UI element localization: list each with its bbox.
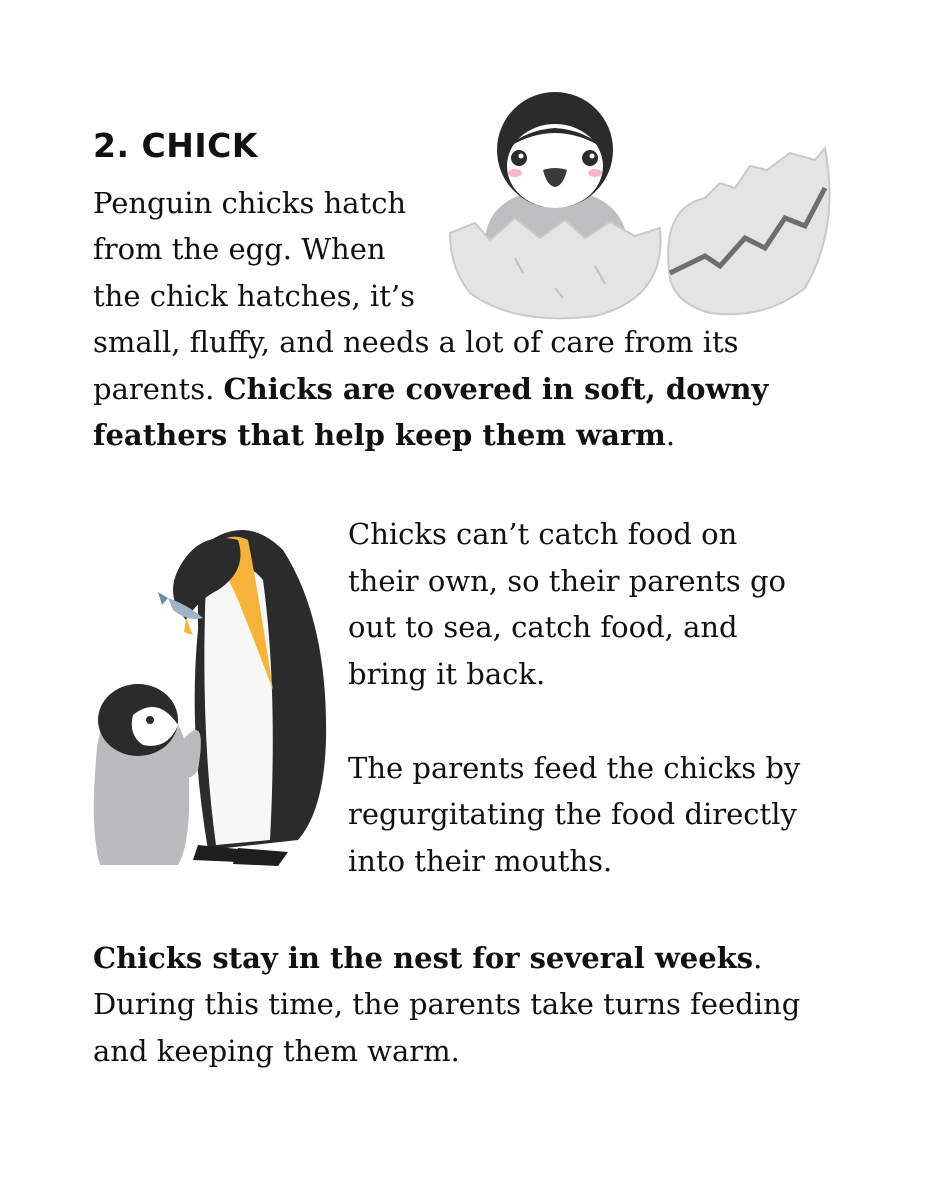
penguin-feeding-illustration bbox=[88, 510, 333, 885]
eye-shine-left bbox=[519, 154, 524, 159]
feeding-line-1: Chicks can’t catch food on bbox=[348, 517, 738, 551]
feeding-line-5: The parents feed the chicks by bbox=[348, 751, 801, 785]
chick-face bbox=[507, 124, 603, 208]
nest-line-1-end: . bbox=[753, 941, 763, 975]
intro-line-3: the chick hatches, it’s bbox=[93, 279, 415, 313]
intro-line-5 bbox=[93, 366, 768, 413]
intro-line-6 bbox=[93, 412, 675, 459]
intro-line-1: Penguin chicks hatch bbox=[93, 186, 407, 220]
chick-eye-left bbox=[511, 150, 527, 166]
intro-line-5-bold: Chicks are covered in soft, downy bbox=[223, 372, 769, 406]
egg-shell-top bbox=[668, 148, 829, 314]
intro-line-6-bold: feathers that help keep them warm bbox=[93, 418, 666, 452]
chick-cheek-left bbox=[508, 169, 522, 177]
eye-shine-right bbox=[590, 154, 595, 159]
chick-cheek-right bbox=[588, 169, 602, 177]
adult-penguin-beak bbox=[184, 618, 193, 635]
fish-tail bbox=[158, 592, 168, 605]
nest-line-3: and keeping them warm. bbox=[93, 1034, 460, 1068]
intro-line-4: small, fluffy, and needs a lot of care from its bbox=[93, 325, 739, 359]
nest-line-2: During this time, the parents take turns feeding bbox=[93, 987, 801, 1021]
adult-penguin-belly bbox=[204, 565, 272, 845]
nest-line-1 bbox=[93, 935, 762, 982]
intro-line-2: from the egg. When bbox=[93, 232, 386, 266]
egg-shell-bottom bbox=[450, 218, 661, 318]
feeding-line-3: out to sea, catch food, and bbox=[348, 610, 738, 644]
intro-line-5-plain: parents. bbox=[93, 372, 224, 406]
section-title: 2. CHICK bbox=[93, 126, 258, 165]
chick-hatching-illustration bbox=[445, 88, 840, 320]
nest-line-1-bold: Chicks stay in the nest for several weeks bbox=[93, 941, 754, 975]
adult-penguin-foot-right bbox=[233, 848, 288, 866]
intro-line-6-end: . bbox=[665, 418, 676, 452]
feeding-line-6: regurgitating the food directly bbox=[348, 797, 797, 831]
feeding-line-7: into their mouths. bbox=[348, 844, 613, 878]
feeding-line-4: bring it back. bbox=[348, 657, 546, 691]
chick-eye bbox=[146, 716, 154, 724]
chick-eye-right bbox=[582, 150, 598, 166]
feeding-line-2: their own, so their parents go bbox=[348, 564, 786, 598]
